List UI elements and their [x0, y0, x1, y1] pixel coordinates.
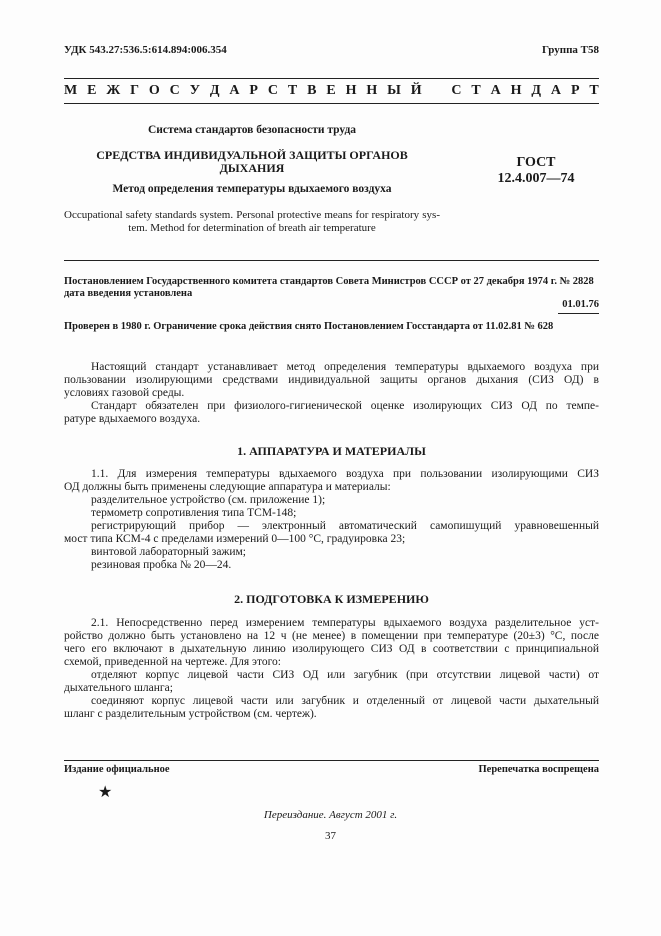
s2-line-6: дыхательного шланга;: [64, 682, 173, 694]
banner-letter: Ы: [387, 83, 401, 98]
banner-letter: Т: [287, 83, 298, 98]
s2-line-1: 2.1. Непосредственно перед измерением температуры вдыхаемого воздуха разделительное уст-: [91, 617, 599, 629]
gost-designation: [496, 155, 576, 187]
s1-line-7: винтовой лабораторный зажим;: [91, 546, 246, 558]
intro-paragraphs: [64, 361, 599, 426]
intro-p1-line-3: условиях газовой среды.: [64, 387, 185, 399]
banner-letter: Т: [589, 83, 599, 98]
s1-line-5: регистрирующий прибор — электронный автоматический самопишущий уравновешенный: [91, 520, 599, 532]
title-line-1: СРЕДСТВА ИНДИВИДУАЛЬНОЙ ЗАЩИТЫ ОРГАНОВ: [96, 148, 408, 162]
banner-letter: Й: [410, 83, 422, 98]
section-2-body: [64, 617, 599, 721]
banner-letter: Т: [471, 83, 481, 98]
banner-letter: Е: [326, 83, 336, 98]
udk-code: УДК 543.27:536.5:614.894:006.354: [64, 44, 227, 56]
s2-line-5: отделяют корпус лицевой части СИЗ ОД или загубник (при отсутствии лицевой части) от: [91, 669, 599, 681]
banner-letter: В: [307, 83, 317, 98]
group-code: Группа Т58: [541, 44, 599, 56]
intro-p2-line-2: ратуре вдыхаемого воздуха.: [64, 413, 201, 425]
section-2-heading: 2. ПОДГОТОВКА К ИЗМЕРЕНИЮ: [234, 592, 429, 606]
banner-letter: Д: [209, 83, 220, 98]
effective-date: 01.01.76: [562, 299, 599, 310]
s2-line-3: чего его включают в дыхательную линию изолирующего СИЗ ОД в соответствии с принципиальной: [64, 643, 599, 655]
reissue-note: Переиздание. Август 2001 г.: [263, 809, 398, 821]
banner-letter: Г: [130, 83, 139, 98]
banner-letter: С: [169, 83, 180, 98]
banner-letter: Р: [570, 83, 580, 98]
title-line-2: ДЫХАНИЯ: [219, 161, 285, 175]
star-icon: ★: [98, 784, 113, 801]
banner-top-rule: [64, 78, 599, 79]
decree-line-2: дата введения установлена: [64, 288, 193, 299]
gost-number: 12.4.007—74: [497, 171, 575, 186]
reprint-forbidden-label: Перепечатка воспрещена: [478, 764, 599, 775]
banner-letter: Д: [531, 83, 542, 98]
banner-letter: А: [490, 83, 501, 98]
s1-line-4: термометр сопротивления типа ТСМ-148;: [91, 507, 297, 519]
s1-line-3: разделительное устройство (см. приложение 1);: [91, 494, 326, 506]
banner-letter: Н: [510, 83, 522, 98]
checked-note: Проверен в 1980 г. Ограничение срока действия снято Постановлением Госстандарта от 11.02.81 № 628: [64, 321, 554, 332]
english-title-line-2: tem. Method for determination of breath air temperature: [128, 222, 376, 234]
banner-letter: С: [451, 83, 462, 98]
title-block-rule: [64, 260, 599, 261]
banner-letter: Н: [366, 83, 378, 98]
decree-text: [64, 276, 604, 300]
intro-p2-line-1: Стандарт обязателен при физиолого-гигиенической оценке изолирующих СИЗ ОД по темпе-: [91, 400, 599, 412]
system-name: Система стандартов безопасности труда: [147, 124, 357, 136]
s1-line-6: мост типа КСМ-4 с пределами измерений 0—100 °С, градуировка 23;: [64, 533, 406, 545]
banner-letter: Н: [345, 83, 357, 98]
document-subtitle: Метод определения температуры вдыхаемого воздуха: [112, 183, 392, 195]
s1-line-1: 1.1. Для измерения температуры вдыхаемого воздуха при пользовании изолирующими СИЗ: [91, 468, 599, 480]
gost-label: ГОСТ: [516, 155, 556, 170]
english-title: [64, 209, 440, 235]
intro-p1-line-2: пользовании изолирующими средствами индивидуальной защиты органов дыхания (СИЗ ОД) в: [64, 374, 599, 386]
banner-letter: Е: [87, 83, 97, 98]
banner-letter: А: [229, 83, 240, 98]
s2-line-7: соединяют корпус лицевой части или загубник и отделенный от лицевой части дыхательный: [91, 695, 599, 707]
s1-line-2: ОД должны быть применены следующие аппаратура и материалы:: [64, 481, 391, 493]
document-title: [64, 149, 440, 175]
section-1-body: [64, 468, 599, 572]
s1-line-8: резиновая пробка № 20—24.: [91, 559, 232, 571]
banner-letter: О: [148, 83, 160, 98]
english-title-line-1: Occupational safety standards system. Personal protective means for respiratory sys-: [64, 209, 440, 221]
official-edition-label: Издание официальное: [64, 764, 170, 775]
s2-line-8: шланг с разделительным устройством (см. чертеж).: [64, 708, 317, 720]
s2-line-2: ройство должно быть установлено на 12 ч (не менее) в помещении при температуре (20±3) °С, после: [64, 630, 599, 642]
interstate-standard-banner: [64, 83, 599, 99]
banner-letter: А: [550, 83, 562, 98]
banner-letter: С: [267, 83, 278, 98]
effective-date-underline: [558, 313, 599, 314]
banner-letter: У: [189, 83, 200, 98]
banner-letter: Ж: [106, 83, 121, 98]
intro-p1-line-1: Настоящий стандарт устанавливает метод определения температуры вдыхаемого воздуха при: [91, 361, 599, 373]
banner-letter: Р: [249, 83, 258, 98]
decree-line-1: Постановлением Государственного комитета стандартов Совета Министров СССР от 27 декабря 1974 г. № 2828: [64, 276, 594, 287]
page-number: 37: [325, 830, 336, 842]
section-1-heading: 1. АППАРАТУРА И МАТЕРИАЛЫ: [237, 444, 426, 458]
banner-letter: М: [64, 83, 78, 98]
banner-bottom-rule: [64, 103, 599, 104]
s2-line-4: схемой, приведенной на чертеже. Для этого:: [64, 656, 281, 668]
footer-rule: [64, 760, 599, 761]
